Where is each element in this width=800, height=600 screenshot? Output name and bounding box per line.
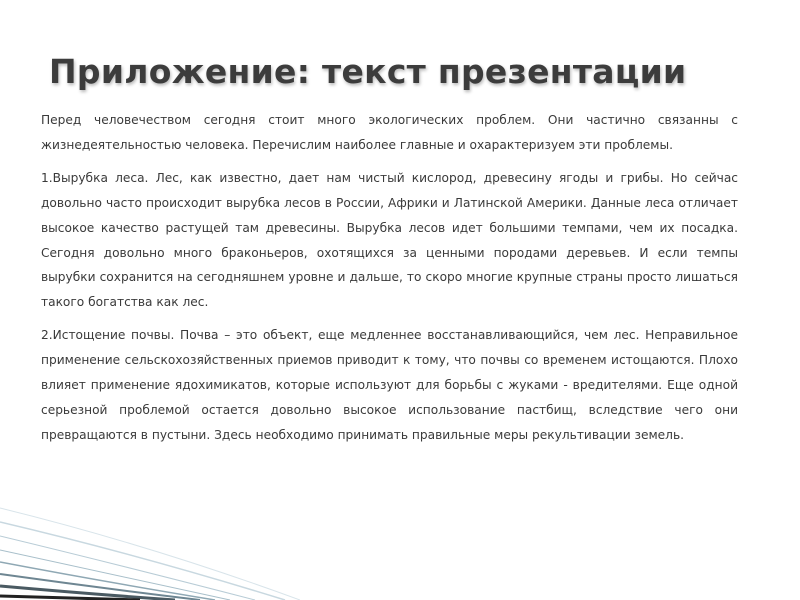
slide-title: Приложение: текст презентации <box>49 52 687 91</box>
paragraph-soil-depletion: 2.Истощение почвы. Почва – это объект, еще медленнее восстанавливающийся, чем лес. Неправильное применение сельскохозяйственных приемов приводит к тому, что почвы со временем истощаются. Плохо влияет применение ядохимикатов, которые используют для борьбы с жуками - вредителями. Еще одной серьезной проблемой остается довольно высокое использование пастбищ, вследствие чего они превращаются в пустыни. Здесь необходимо принимать правильные меры рекультивации земель. <box>41 328 738 442</box>
paragraph-intro: Перед человечеством сегодня стоит много экологических проблем. Они частично связанны с жизнедеятельностью человека. Перечислим наиболее главные и охарактеризуем эти проблемы. <box>41 113 738 152</box>
slide-body <box>41 108 738 456</box>
decorative-swoosh-lines <box>0 470 300 600</box>
paragraph-deforestation: 1.Вырубка леса. Лес, как известно, дает нам чистый кислород, древесину ягоды и грибы. Но сейчас довольно часто происходит вырубка лесов в России, Африки и Латинской Америки. Данные леса отличает высокое качество растущей там древесины. Вырубка лесов идет большими темпами, чем их посадка. Сегодня довольно много браконьеров, охотящихся за ценными породами деревьев. И если темпы вырубки сохранится на сегодняшнем уровне и дальше, то скоро многие крупные страны просто лишаться такого богатства как лес. <box>41 170 738 310</box>
